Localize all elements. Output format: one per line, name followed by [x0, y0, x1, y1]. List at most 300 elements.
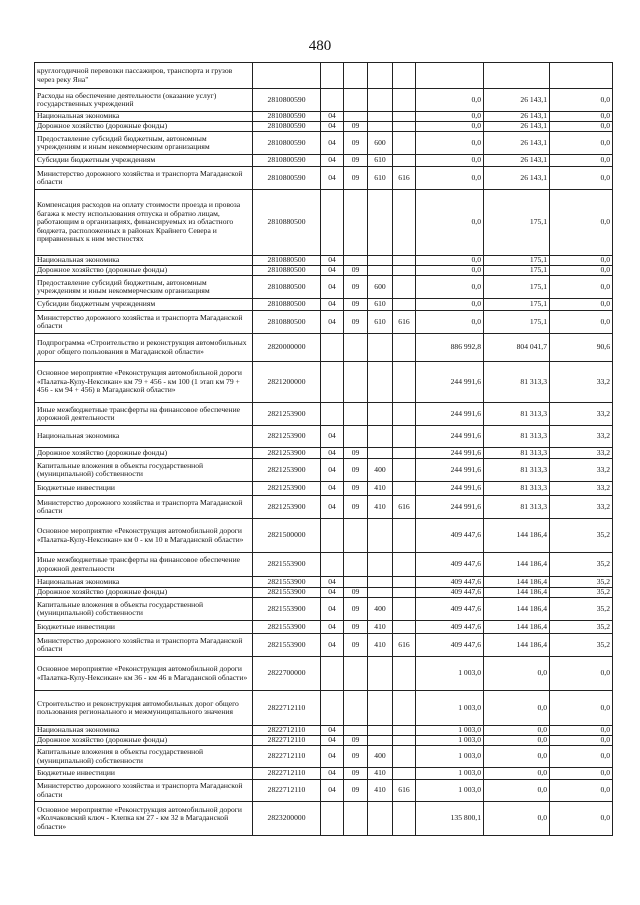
row-code-cell: 2810880500 [253, 256, 321, 266]
row-plan-cell: 1 003,0 [416, 657, 484, 691]
row-section-cell: 04 [321, 167, 344, 190]
table-row [35, 746, 613, 768]
row-exec-cell: 175,1 [484, 276, 550, 299]
row-plan-cell: 244 991,6 [416, 426, 484, 448]
row-admin-code-cell [393, 553, 416, 577]
row-expense-type-cell: 600 [368, 132, 393, 155]
row-expense-type-cell [368, 519, 393, 553]
row-code-cell: 2820000000 [253, 334, 321, 362]
row-plan-cell: 0,0 [416, 266, 484, 276]
row-code-cell: 2821253900 [253, 448, 321, 459]
row-expense-type-cell [368, 112, 393, 122]
row-subsection-cell: 09 [344, 746, 368, 768]
row-section-cell: 04 [321, 621, 344, 634]
row-percent-cell: 90,6 [550, 334, 613, 362]
row-plan-cell: 244 991,6 [416, 403, 484, 426]
row-subsection-cell [344, 577, 368, 588]
table-row [35, 89, 613, 112]
row-admin-code-cell [393, 403, 416, 426]
row-plan-cell: 244 991,6 [416, 459, 484, 482]
row-expense-type-cell [368, 362, 393, 403]
row-subsection-cell [344, 256, 368, 266]
row-expense-type-cell [368, 190, 393, 256]
row-name-cell: Дорожное хозяйство (дорожные фонды) [35, 736, 253, 746]
row-subsection-cell: 09 [344, 122, 368, 132]
row-code-cell: 2821253900 [253, 459, 321, 482]
row-plan-cell: 409 447,6 [416, 519, 484, 553]
row-section-cell [321, 691, 344, 726]
row-name-cell: Субсидии бюджетным учреждениям [35, 299, 253, 311]
row-code-cell: 2823200000 [253, 802, 321, 836]
row-name-cell: Основное мероприятие «Реконструкция автомобильной дороги «Палатка-Кулу-Нексикан» км 36 - км 46 в Магаданской области» [35, 657, 253, 691]
row-subsection-cell: 09 [344, 634, 368, 657]
row-admin-code-cell: 616 [393, 311, 416, 334]
row-exec-cell: 175,1 [484, 256, 550, 266]
row-plan-cell: 0,0 [416, 311, 484, 334]
row-code-cell: 2810800590 [253, 155, 321, 167]
row-name-cell: Национальная экономика [35, 426, 253, 448]
row-plan-cell: 0,0 [416, 299, 484, 311]
row-admin-code-cell [393, 657, 416, 691]
row-name-cell: Капитальные вложения в объекты государственной (муниципальной) собственности [35, 746, 253, 768]
table-row [35, 167, 613, 190]
row-section-cell: 04 [321, 311, 344, 334]
row-name-cell: Национальная экономика [35, 256, 253, 266]
row-admin-code-cell [393, 362, 416, 403]
row-plan-cell: 409 447,6 [416, 553, 484, 577]
row-admin-code-cell [393, 63, 416, 89]
table-row [35, 362, 613, 403]
table-row [35, 256, 613, 266]
row-code-cell: 2821200000 [253, 362, 321, 403]
row-percent-cell: 35,2 [550, 621, 613, 634]
row-subsection-cell [344, 89, 368, 112]
row-admin-code-cell [393, 299, 416, 311]
row-name-cell: Бюджетные инвестиции [35, 621, 253, 634]
row-section-cell: 04 [321, 266, 344, 276]
table-row [35, 112, 613, 122]
row-section-cell: 04 [321, 459, 344, 482]
row-subsection-cell [344, 334, 368, 362]
row-exec-cell: 26 143,1 [484, 112, 550, 122]
row-name-cell: Национальная экономика [35, 726, 253, 736]
row-admin-code-cell [393, 726, 416, 736]
row-plan-cell: 244 991,6 [416, 482, 484, 496]
table-row [35, 496, 613, 519]
row-plan-cell: 244 991,6 [416, 362, 484, 403]
row-admin-code-cell: 616 [393, 634, 416, 657]
row-section-cell [321, 362, 344, 403]
row-section-cell: 04 [321, 598, 344, 621]
row-plan-cell: 135 800,1 [416, 802, 484, 836]
row-plan-cell: 409 447,6 [416, 577, 484, 588]
row-plan-cell: 1 003,0 [416, 736, 484, 746]
row-expense-type-cell [368, 266, 393, 276]
table-row [35, 577, 613, 588]
row-section-cell: 04 [321, 426, 344, 448]
table-row [35, 334, 613, 362]
row-admin-code-cell [393, 459, 416, 482]
row-exec-cell: 26 143,1 [484, 89, 550, 112]
row-code-cell: 2821253900 [253, 426, 321, 448]
row-exec-cell: 81 313,3 [484, 403, 550, 426]
row-section-cell: 04 [321, 299, 344, 311]
row-section-cell [321, 553, 344, 577]
row-exec-cell: 26 143,1 [484, 122, 550, 132]
row-admin-code-cell: 616 [393, 167, 416, 190]
row-subsection-cell: 09 [344, 621, 368, 634]
table-row [35, 736, 613, 746]
row-subsection-cell: 09 [344, 780, 368, 802]
row-plan-cell: 0,0 [416, 132, 484, 155]
row-code-cell: 2822712110 [253, 736, 321, 746]
row-exec-cell: 0,0 [484, 736, 550, 746]
row-admin-code-cell [393, 122, 416, 132]
row-percent-cell: 33,2 [550, 482, 613, 496]
row-percent-cell: 0,0 [550, 89, 613, 112]
row-percent-cell: 0,0 [550, 311, 613, 334]
row-expense-type-cell: 410 [368, 496, 393, 519]
table-row [35, 726, 613, 736]
table-row [35, 691, 613, 726]
row-percent-cell: 0,0 [550, 155, 613, 167]
row-admin-code-cell: 616 [393, 780, 416, 802]
row-subsection-cell [344, 112, 368, 122]
table-row [35, 482, 613, 496]
row-plan-cell: 0,0 [416, 190, 484, 256]
row-subsection-cell: 09 [344, 299, 368, 311]
row-percent-cell: 0,0 [550, 657, 613, 691]
row-subsection-cell: 09 [344, 155, 368, 167]
row-percent-cell: 33,2 [550, 362, 613, 403]
row-expense-type-cell: 610 [368, 155, 393, 167]
row-expense-type-cell: 410 [368, 634, 393, 657]
row-admin-code-cell [393, 448, 416, 459]
row-percent-cell: 0,0 [550, 746, 613, 768]
row-section-cell: 04 [321, 256, 344, 266]
row-name-cell: Строительство и реконструкция автомобильных дорог общего пользования регионального и межмуниципального значения [35, 691, 253, 726]
row-section-cell [321, 802, 344, 836]
row-percent-cell: 35,2 [550, 553, 613, 577]
row-section-cell: 04 [321, 780, 344, 802]
row-section-cell: 04 [321, 588, 344, 598]
row-expense-type-cell [368, 256, 393, 266]
row-code-cell: 2810800590 [253, 132, 321, 155]
row-percent-cell: 0,0 [550, 112, 613, 122]
row-exec-cell: 175,1 [484, 190, 550, 256]
row-expense-type-cell: 600 [368, 276, 393, 299]
row-expense-type-cell: 610 [368, 311, 393, 334]
row-percent-cell: 33,2 [550, 496, 613, 519]
table-row [35, 598, 613, 621]
row-admin-code-cell [393, 746, 416, 768]
row-exec-cell: 0,0 [484, 780, 550, 802]
row-percent-cell: 0,0 [550, 122, 613, 132]
row-subsection-cell [344, 657, 368, 691]
row-expense-type-cell [368, 89, 393, 112]
row-expense-type-cell: 410 [368, 780, 393, 802]
table-row [35, 768, 613, 780]
row-exec-cell: 144 186,4 [484, 588, 550, 598]
row-name-cell: Капитальные вложения в объекты государственной (муниципальной) собственности [35, 598, 253, 621]
row-section-cell [321, 519, 344, 553]
row-subsection-cell: 09 [344, 167, 368, 190]
row-code-cell: 2810880500 [253, 299, 321, 311]
row-admin-code-cell [393, 621, 416, 634]
row-subsection-cell: 09 [344, 768, 368, 780]
row-subsection-cell: 09 [344, 276, 368, 299]
row-expense-type-cell [368, 63, 393, 89]
row-expense-type-cell [368, 426, 393, 448]
row-name-cell: Основное мероприятие «Реконструкция автомобильной дороги «Палатка-Кулу-Нексикан» км 0 - км 10 в Магаданской области» [35, 519, 253, 553]
row-subsection-cell: 09 [344, 588, 368, 598]
row-code-cell: 2821500000 [253, 519, 321, 553]
row-code-cell: 2821553900 [253, 621, 321, 634]
row-exec-cell: 144 186,4 [484, 553, 550, 577]
row-admin-code-cell: 616 [393, 496, 416, 519]
row-expense-type-cell: 400 [368, 459, 393, 482]
row-exec-cell: 175,1 [484, 266, 550, 276]
row-plan-cell: 1 003,0 [416, 691, 484, 726]
row-admin-code-cell [393, 89, 416, 112]
row-exec-cell: 175,1 [484, 299, 550, 311]
row-code-cell: 2810880500 [253, 190, 321, 256]
row-section-cell [321, 403, 344, 426]
row-code-cell: 2810880500 [253, 276, 321, 299]
row-code-cell: 2822712110 [253, 746, 321, 768]
page-number: 480 [308, 38, 332, 54]
row-section-cell: 04 [321, 726, 344, 736]
row-plan-cell: 1 003,0 [416, 726, 484, 736]
row-section-cell: 04 [321, 155, 344, 167]
row-percent-cell [550, 63, 613, 89]
row-name-cell: Иные межбюджетные трансферты на финансовое обеспечение дорожной деятельности [35, 403, 253, 426]
row-expense-type-cell [368, 122, 393, 132]
row-subsection-cell [344, 362, 368, 403]
table-row [35, 634, 613, 657]
row-name-cell: Министерство дорожного хозяйства и транспорта Магаданской области [35, 167, 253, 190]
table-row [35, 122, 613, 132]
row-name-cell: Предоставление субсидий бюджетным, автономным учреждениям и иным некоммерческим организациям [35, 276, 253, 299]
row-section-cell: 04 [321, 634, 344, 657]
budget-table [34, 62, 613, 836]
row-code-cell: 2810800590 [253, 112, 321, 122]
row-expense-type-cell [368, 691, 393, 726]
row-admin-code-cell [393, 691, 416, 726]
row-admin-code-cell [393, 588, 416, 598]
row-expense-type-cell [368, 553, 393, 577]
row-code-cell: 2821553900 [253, 634, 321, 657]
row-expense-type-cell: 410 [368, 482, 393, 496]
row-subsection-cell: 09 [344, 311, 368, 334]
row-name-cell: Национальная экономика [35, 112, 253, 122]
row-expense-type-cell: 610 [368, 167, 393, 190]
table-row [35, 553, 613, 577]
row-exec-cell: 0,0 [484, 802, 550, 836]
row-percent-cell: 33,2 [550, 426, 613, 448]
row-section-cell: 04 [321, 132, 344, 155]
row-section-cell: 04 [321, 736, 344, 746]
row-admin-code-cell [393, 334, 416, 362]
table-row [35, 426, 613, 448]
row-admin-code-cell [393, 112, 416, 122]
row-exec-cell: 81 313,3 [484, 448, 550, 459]
row-plan-cell: 244 991,6 [416, 448, 484, 459]
row-code-cell: 2822700000 [253, 657, 321, 691]
row-percent-cell: 0,0 [550, 726, 613, 736]
row-expense-type-cell: 400 [368, 598, 393, 621]
row-subsection-cell [344, 519, 368, 553]
row-admin-code-cell [393, 519, 416, 553]
row-name-cell: Бюджетные инвестиции [35, 768, 253, 780]
row-code-cell: 2821553900 [253, 588, 321, 598]
row-name-cell: Подпрограмма «Строительство и реконструкция автомобильных дорог общего пользования в Магаданской области» [35, 334, 253, 362]
row-plan-cell: 409 447,6 [416, 634, 484, 657]
table-row [35, 276, 613, 299]
table-row [35, 780, 613, 802]
row-exec-cell: 0,0 [484, 691, 550, 726]
row-exec-cell: 26 143,1 [484, 155, 550, 167]
row-percent-cell: 33,2 [550, 403, 613, 426]
row-plan-cell: 0,0 [416, 256, 484, 266]
row-exec-cell: 144 186,4 [484, 621, 550, 634]
row-admin-code-cell [393, 802, 416, 836]
table-row [35, 459, 613, 482]
row-percent-cell: 35,2 [550, 634, 613, 657]
row-percent-cell: 0,0 [550, 132, 613, 155]
row-code-cell: 2810880500 [253, 266, 321, 276]
row-section-cell: 04 [321, 112, 344, 122]
row-subsection-cell: 09 [344, 448, 368, 459]
row-name-cell: Предоставление субсидий бюджетным, автономным учреждениям и иным некоммерческим организациям [35, 132, 253, 155]
row-expense-type-cell [368, 802, 393, 836]
row-code-cell: 2822712110 [253, 726, 321, 736]
row-plan-cell: 1 003,0 [416, 768, 484, 780]
row-percent-cell: 0,0 [550, 167, 613, 190]
row-subsection-cell [344, 190, 368, 256]
row-exec-cell: 26 143,1 [484, 167, 550, 190]
row-percent-cell: 0,0 [550, 736, 613, 746]
row-section-cell [321, 657, 344, 691]
row-section-cell: 04 [321, 448, 344, 459]
row-exec-cell: 175,1 [484, 311, 550, 334]
row-admin-code-cell [393, 132, 416, 155]
row-exec-cell: 144 186,4 [484, 634, 550, 657]
table-row [35, 299, 613, 311]
row-subsection-cell [344, 63, 368, 89]
row-subsection-cell: 09 [344, 266, 368, 276]
row-subsection-cell: 09 [344, 459, 368, 482]
row-name-cell: Капитальные вложения в объекты государственной (муниципальной) собственности [35, 459, 253, 482]
row-exec-cell: 0,0 [484, 768, 550, 780]
row-plan-cell: 0,0 [416, 89, 484, 112]
row-plan-cell: 0,0 [416, 122, 484, 132]
row-subsection-cell: 09 [344, 132, 368, 155]
row-admin-code-cell [393, 577, 416, 588]
table-row [35, 448, 613, 459]
row-name-cell: Дорожное хозяйство (дорожные фонды) [35, 448, 253, 459]
row-name-cell: Основное мероприятие «Реконструкция автомобильной дороги «Палатка-Кулу-Нексикан» км 79 + 456 - км 100 (1 этап км 79 + 456 - км 94 + 456) в Магаданской области» [35, 362, 253, 403]
row-exec-cell: 144 186,4 [484, 519, 550, 553]
table-row [35, 802, 613, 836]
row-subsection-cell: 09 [344, 482, 368, 496]
row-subsection-cell [344, 726, 368, 736]
row-expense-type-cell: 400 [368, 746, 393, 768]
table-row [35, 621, 613, 634]
row-code-cell: 2810800590 [253, 122, 321, 132]
table-row [35, 132, 613, 155]
row-section-cell: 04 [321, 577, 344, 588]
row-expense-type-cell: 610 [368, 299, 393, 311]
row-code-cell: 2821553900 [253, 598, 321, 621]
row-exec-cell: 144 186,4 [484, 598, 550, 621]
row-admin-code-cell [393, 276, 416, 299]
row-percent-cell: 35,2 [550, 598, 613, 621]
row-subsection-cell [344, 691, 368, 726]
table-row [35, 155, 613, 167]
row-percent-cell: 33,2 [550, 448, 613, 459]
row-percent-cell: 0,0 [550, 276, 613, 299]
row-section-cell: 04 [321, 122, 344, 132]
row-code-cell [253, 63, 321, 89]
row-expense-type-cell [368, 726, 393, 736]
row-admin-code-cell [393, 768, 416, 780]
row-name-cell: Дорожное хозяйство (дорожные фонды) [35, 588, 253, 598]
row-plan-cell: 409 447,6 [416, 588, 484, 598]
row-name-cell: Основное мероприятие «Реконструкция автомобильной дороги «Колчаковский ключ - Клепка км 27 - км 32 в Магаданской области» [35, 802, 253, 836]
row-code-cell: 2821253900 [253, 496, 321, 519]
row-name-cell: Министерство дорожного хозяйства и транспорта Магаданской области [35, 634, 253, 657]
table-row [35, 403, 613, 426]
row-exec-cell: 144 186,4 [484, 577, 550, 588]
row-expense-type-cell [368, 403, 393, 426]
row-percent-cell: 33,2 [550, 459, 613, 482]
row-subsection-cell: 09 [344, 496, 368, 519]
row-name-cell: Министерство дорожного хозяйства и транспорта Магаданской области [35, 311, 253, 334]
row-expense-type-cell [368, 577, 393, 588]
row-admin-code-cell [393, 736, 416, 746]
row-name-cell: Министерство дорожного хозяйства и транспорта Магаданской области [35, 496, 253, 519]
row-subsection-cell [344, 426, 368, 448]
row-exec-cell: 81 313,3 [484, 482, 550, 496]
row-expense-type-cell: 410 [368, 621, 393, 634]
row-plan-cell: 0,0 [416, 155, 484, 167]
row-exec-cell [484, 63, 550, 89]
row-percent-cell: 0,0 [550, 190, 613, 256]
row-percent-cell: 0,0 [550, 691, 613, 726]
row-exec-cell: 81 313,3 [484, 459, 550, 482]
row-percent-cell: 0,0 [550, 256, 613, 266]
row-plan-cell: 244 991,6 [416, 496, 484, 519]
row-plan-cell: 1 003,0 [416, 780, 484, 802]
row-code-cell: 2810800590 [253, 89, 321, 112]
row-code-cell: 2822712110 [253, 691, 321, 726]
row-plan-cell [416, 63, 484, 89]
table-row [35, 190, 613, 256]
row-percent-cell: 0,0 [550, 266, 613, 276]
row-subsection-cell [344, 802, 368, 836]
table-row [35, 266, 613, 276]
row-code-cell: 2810880500 [253, 311, 321, 334]
row-code-cell: 2810800590 [253, 167, 321, 190]
row-section-cell [321, 334, 344, 362]
row-plan-cell: 1 003,0 [416, 746, 484, 768]
row-expense-type-cell [368, 448, 393, 459]
row-plan-cell: 0,0 [416, 112, 484, 122]
row-code-cell: 2822712110 [253, 780, 321, 802]
row-exec-cell: 804 041,7 [484, 334, 550, 362]
row-name-cell: Национальная экономика [35, 577, 253, 588]
